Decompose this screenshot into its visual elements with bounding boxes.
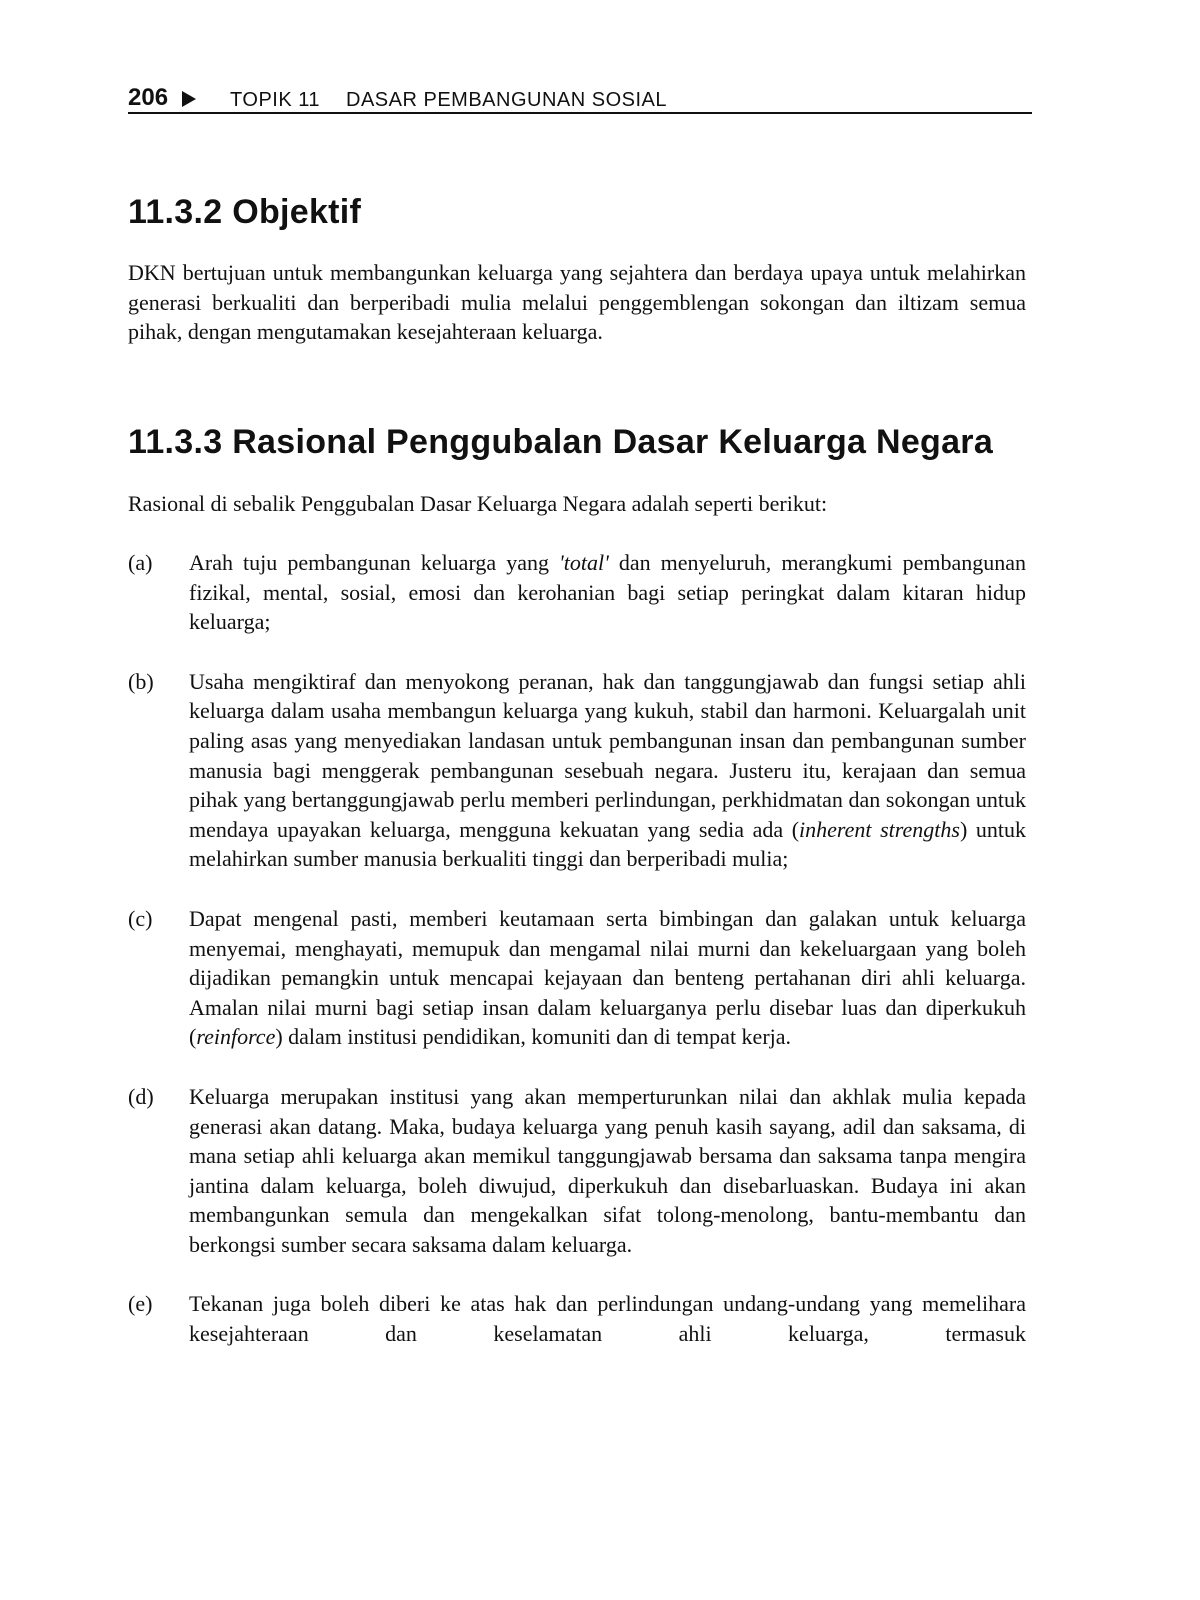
italic-term: 'total'	[559, 550, 609, 575]
italic-term: inherent strengths	[799, 816, 960, 842]
list-marker: (b)	[128, 668, 154, 694]
list-item-e	[128, 1289, 1026, 1348]
list-item-text: Keluarga merupakan institusi yang akan memperturunkan nilai dan akhlak mulia kepada generasi akan datang. Maka, budaya keluarga yang penuh kasih sayang, adil dan saksama, di mana setiap ahli keluarga akan memikul tanggungjawab bersama dan saksama tanpa mengira jantina dalam keluarga, boleh diwujud, diperkukuh dan disebarluaskan. Budaya ini akan membangunkan semula dan mengekalkan sifat tolong-menolong, bantu-membantu dan berkongsi sumber secara saksama dalam keluarga.	[189, 1083, 1026, 1257]
list-item-d	[128, 1082, 1026, 1260]
list-item-text: Usaha mengiktiraf dan menyokong peranan, hak dan tanggungjawab dan fungsi setiap ahli keluarga dalam usaha membangun keluarga yang kukuh, stabil dan harmoni. Keluargalah unit paling asas yang menyediakan landasan untuk pembangunan insan dan pembangunan sumber manusia bagi menggerak pembangunan sesebuah negara. Justeru itu, kerajaan dan semua pihak yang bertanggungjawab perlu memberi perlindungan, perkhidmatan dan sokongan untuk mendaya upayakan keluarga, mengguna kekuatan yang sedia ada (inherent strengths) untuk melahirkan sumber manusia berkualiti tinggi dan berperibadi mulia;	[189, 668, 1026, 872]
rationale-list	[128, 548, 1026, 1379]
list-marker: (d)	[128, 1083, 154, 1109]
list-item-text: Dapat mengenal pasti, memberi keutamaan serta bimbingan dan galakan untuk keluarga menyemai, menghayati, memupuk dan mengamal nilai murni dan kekeluargaan yang boleh dijadikan pemangkin untuk mencapai kejayaan dan benteng pertahanan diri ahli keluarga. Amalan nilai murni bagi setiap insan dalam keluarganya perlu disebar luas dan diperkukuh (reinforce) dalam institusi pendidikan, komuniti dan di tempat kerja.	[189, 905, 1026, 1050]
chapter-title: DASAR PEMBANGUNAN SOSIAL	[346, 89, 667, 111]
rationale-lead-paragraph: Rasional di sebalik Penggubalan Dasar Keluarga Negara adalah seperti berikut:	[128, 491, 828, 516]
section-heading-objektif: 11.3.2 Objektif	[128, 193, 362, 231]
list-marker: (a)	[128, 550, 153, 575]
section-heading-rasional: 11.3.3 Rasional Penggubalan Dasar Keluarga Negara	[128, 423, 994, 461]
list-item-text: Arah tuju pembangunan keluarga yang 'total' dan menyeluruh, merangkumi pembangunan fizikal, mental, sosial, emosi dan kerohanian bagi setiap peringkat dalam kitaran hidup keluarga;	[189, 550, 1026, 635]
page-number: 206	[128, 84, 169, 111]
list-marker: (c)	[128, 905, 153, 931]
list-marker: (e)	[128, 1291, 153, 1317]
running-header	[128, 80, 1032, 114]
topic-label: TOPIK 11	[230, 89, 321, 111]
list-item-text: Tekanan juga boleh diberi ke atas hak dan perlindungan undang-undang yang memelihara kesejahteraan dan keselamatan ahli keluarga, termasuk	[189, 1291, 1026, 1347]
italic-term: reinforce	[196, 1024, 276, 1050]
objective-paragraph: DKN bertujuan untuk membangunkan keluarga yang sejahtera dan berdaya upaya untuk melahirkan generasi berkualiti dan berperibadi mulia melalui penggemblengan sokongan dan iltizam semua pihak, dengan mengutamakan kesejahteraan keluarga.	[128, 260, 1026, 345]
list-item-c	[128, 904, 1026, 1052]
list-item-b	[128, 667, 1026, 874]
triangle-right-icon	[182, 91, 196, 107]
list-item-a	[128, 548, 1026, 637]
